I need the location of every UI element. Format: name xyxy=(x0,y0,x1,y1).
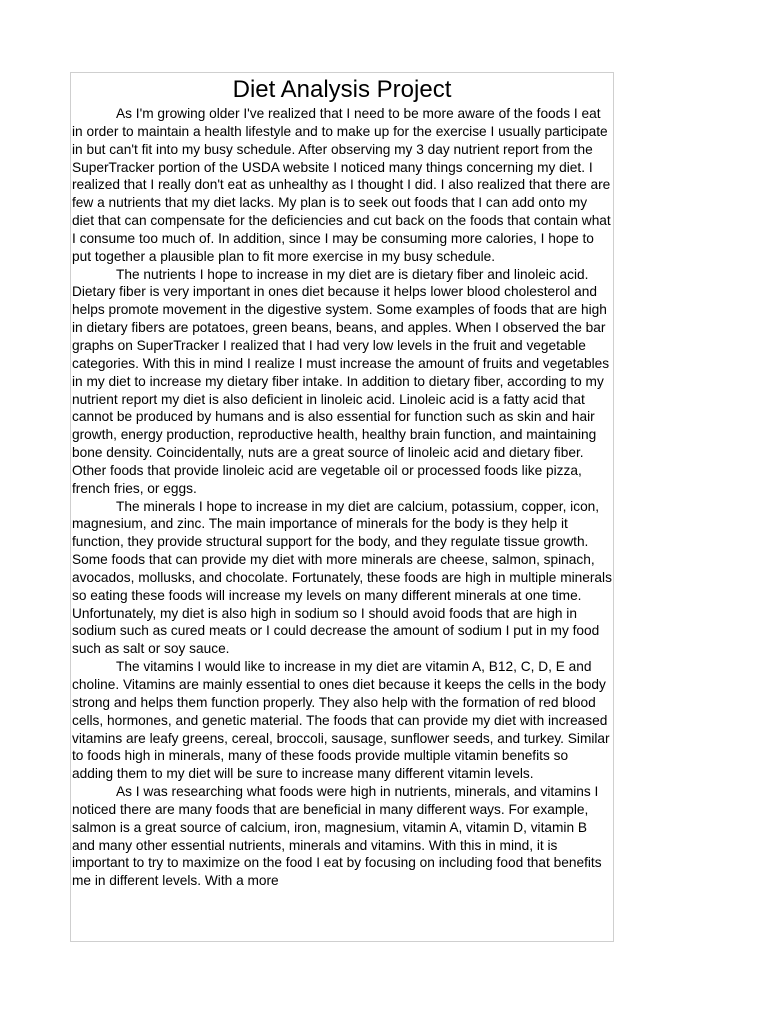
paragraph-research: As I was researching what foods were high in nutrients, minerals, and vitamins I noticed there are many foods that are beneficial in many different ways. For example, salmon is a great source of calcium, iron, magnesium, vitamin A, vitamin D, vitamin B and many other essential nutrients, minerals and vitamins. With this in mind, it is important to try to maximize on the food I eat by focusing on including food that benefits me in different levels. With a more xyxy=(72,784,602,889)
paragraph-nutrients: The nutrients I hope to increase in my diet are is dietary fiber and linoleic acid. Dietary fiber is very important in ones diet because it helps lower blood cholesterol and helps promote movement in the digestive system. Some examples of foods that are high in dietary fibers are potatoes, green beans, beans, and apples. When I observed the bar graphs on SuperTracker I realized that I had very low levels in the fruit and vegetable categories. With this in mind I realize I must increase the amount of fruits and vegetables in my diet to increase my dietary fiber intake. In addition to dietary fiber, according to my nutrient report my diet is also deficient in linoleic acid. Linoleic acid is a fatty acid that cannot be produced by humans and is also essential for function such as skin and hair growth, energy production, reproductive health, healthy brain function, and maintaining bone density. Coincidentally, nuts are a great source of linoleic acid and dietary fiber. Other foods that provide linoleic acid are vegetable oil or processed foods like pizza, french fries, or eggs. xyxy=(72,266,610,496)
document-title: Diet Analysis Project xyxy=(232,76,452,103)
paragraph-vitamins: The vitamins I would like to increase in my diet are vitamin A, B12, C, D, E and choline. Vitamins are mainly essential to ones diet because it keeps the cells in the body strong and helps them function properly. They also help with the formation of red blood cells, hormones, and genetic material. The foods that can provide my diet with increased vitamins are leafy greens, cereal, broccoli, sausage, sunflower seeds, and turkey. Similar to foods high in minerals, many of these foods provide multiple vitamin benefits so adding them to my diet will be sure to increase many different vitamin levels. xyxy=(72,659,610,782)
paragraph-minerals: The minerals I hope to increase in my diet are calcium, potassium, copper, icon, magnesium, and zinc. The main importance of minerals for the body is they help it function, they provide structural support for the body, and they regulate tissue growth. Some foods that can provide my diet with more minerals are cheese, salmon, spinach, avocados, mollusks, and chocolate. Fortunately, these foods are high in multiple minerals so eating these foods will increase my levels on many different minerals at one time. Unfortunately, my diet is also high in sodium so I should avoid foods that are high in sodium such as cured meats or I could decrease the amount of sodium I put in my food such as salt or soy sauce. xyxy=(72,498,612,657)
document-page xyxy=(70,72,614,942)
paragraph-intro: As I'm growing older I've realized that I need to be more aware of the foods I eat in order to maintain a health lifestyle and to make up for the exercise I usually participate in but can't fit into my busy schedule. After observing my 3 day nutrient report from the SuperTracker portion of the USDA website I noticed many things concerning my diet. I realized that I really don't eat as unhealthy as I thought I did. I also realized that there are few a nutrients that my diet lacks. My plan is to seek out foods that I can add onto my diet that can compensate for the deficiencies and cut back on the foods that contain what I consume too much of. In addition, since I may be consuming more calories, I hope to put together a plausible plan to fit more exercise in my busy schedule. xyxy=(72,106,611,264)
